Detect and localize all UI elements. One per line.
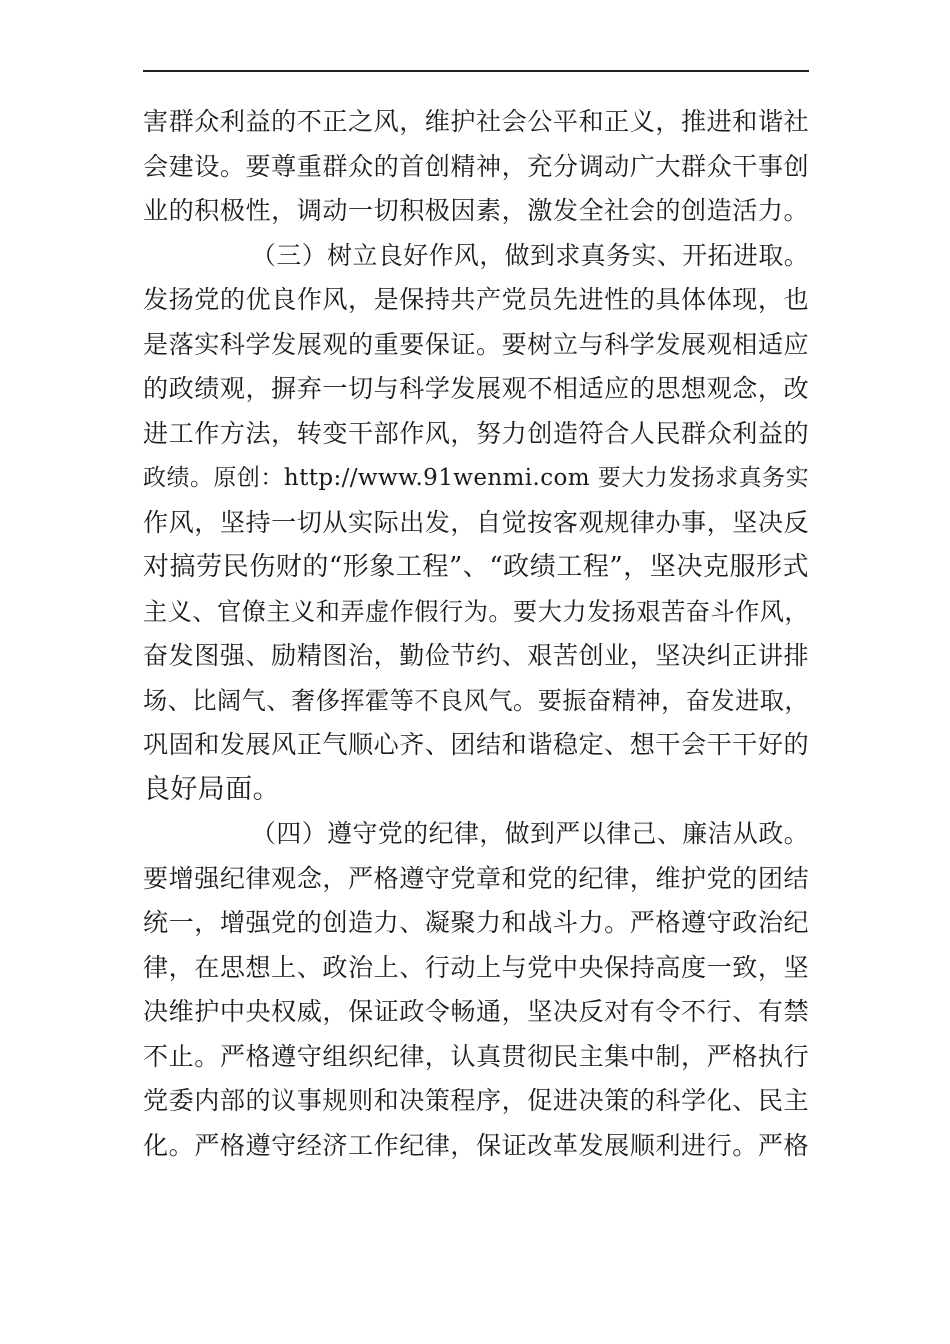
section-heading-4: （四）遵守党的纪律，做到严以律己、廉洁从政。 <box>251 819 809 848</box>
document-body <box>143 100 809 1168</box>
section-heading-3: （三）树立良好作风，做到求真务实、开拓进取。 <box>251 240 809 270</box>
text-line: 奋发图强、励精图治，勤俭节约、艰苦创业，坚决纠正讲排 <box>143 641 809 670</box>
text-line: 场、比阔气、奢侈挥霍等不良风气。要振奋精神，奋发进取， <box>143 686 809 715</box>
text-line: 害群众利益的不正之风，维护社会公平和正义，推进和谐社 <box>143 107 809 136</box>
text-line: 业的积极性，调动一切积极因素，激发全社会的创造活力。 <box>143 196 809 225</box>
text-line: 的政绩观，摒弃一切与科学发展观不相适应的思想观念，改 <box>143 374 809 403</box>
text-line: 良好局面。 <box>143 773 280 805</box>
text-line: 党委内部的议事规则和决策程序，促进决策的科学化、民主 <box>143 1086 809 1115</box>
text-line: 要增强纪律观念，严格遵守党章和党的纪律，维护党的团结 <box>143 863 809 893</box>
text-line: 是落实科学发展观的重要保证。要树立与科学发展观相适应 <box>143 329 809 359</box>
text-line: 主义、官僚主义和弄虚作假行为。要大力发扬艰苦奋斗作风， <box>143 597 809 626</box>
text-line: 巩固和发展风正气顺心齐、团结和谐稳定、想干会干干好的 <box>143 730 809 759</box>
text-line: 会建设。要尊重群众的首创精神，充分调动广大群众干事创 <box>143 151 809 181</box>
text-line: 统一，增强党的创造力、凝聚力和战斗力。严格遵守政治纪 <box>143 908 809 937</box>
text-line: 发扬党的优良作风，是保持共产党员先进性的具体体现，也 <box>143 285 809 314</box>
text-line-with-url: 政绩。原创：http://www.91wenmi.com 要大力发扬求真务实 <box>143 465 809 491</box>
text-line: 化。严格遵守经济工作纪律，保证改革发展顺利进行。严格 <box>143 1130 809 1160</box>
header-rule <box>143 70 809 72</box>
text-line: 律，在思想上、政治上、行动上与党中央保持高度一致，坚 <box>143 952 809 982</box>
text-line: 不止。严格遵守组织纪律，认真贯彻民主集中制，严格执行 <box>143 1041 809 1071</box>
text-line: 作风，坚持一切从实际出发，自觉按客观规律办事，坚决反 <box>143 507 809 537</box>
text-line: 对搞劳民伤财的“形象工程”、“政绩工程”，坚决克服形式 <box>143 552 809 582</box>
text-line: 进工作方法，转变干部作风，努力创造符合人民群众利益的 <box>143 418 809 448</box>
text-line: 决维护中央权威，保证政令畅通，坚决反对有令不行、有禁 <box>143 997 809 1026</box>
